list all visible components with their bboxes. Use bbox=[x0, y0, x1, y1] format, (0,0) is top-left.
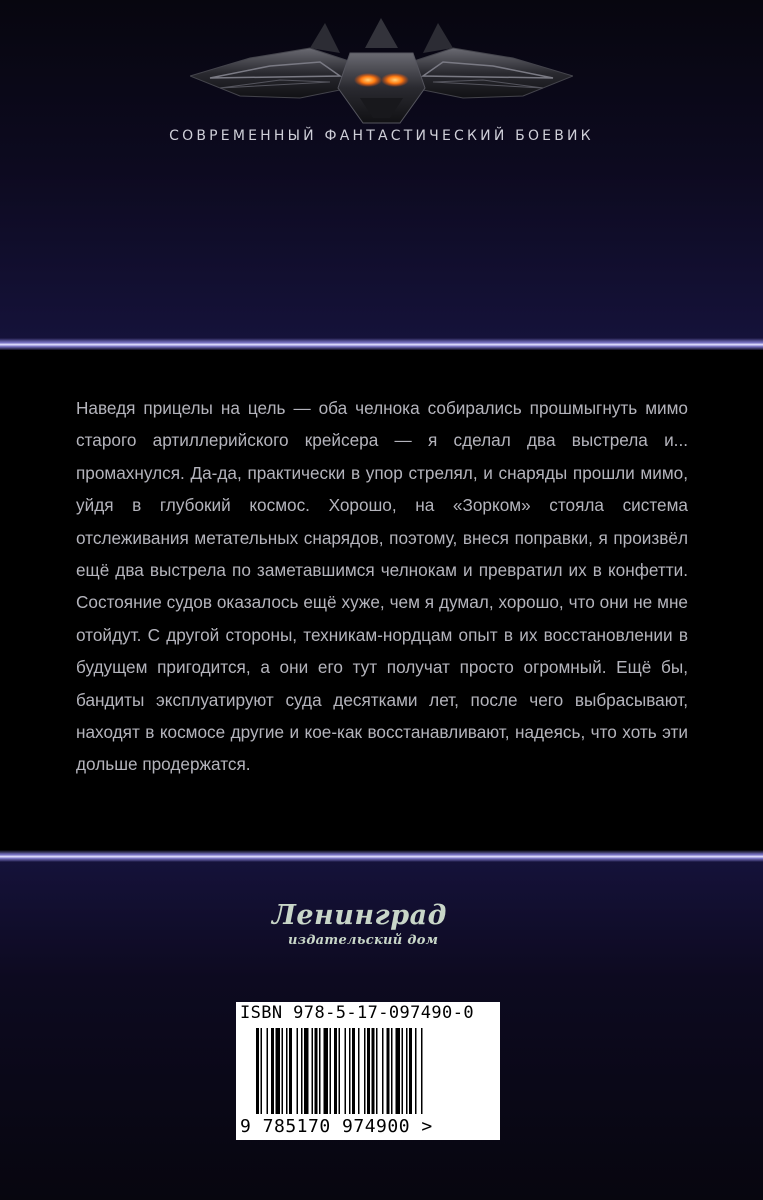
blurb-text: Наведя прицелы на цель — оба челнока собирались прошмыгнуть мимо старого артиллерийского крейсера — я сделал два выстрела и... промахнулся. Да-да, практически в упор стрелял, и снаряды прошли мимо, уйдя в глубокий космос. Хорошо, на «Зорком» стояла система отслеживания метательных снарядов, поэтому, внеся поправки, я произвёл ещё два выстрела по заметавшимся челнокам и превратил их в конфетти. Состояние судов оказалось ещё хуже, чем я думал, хорошо, что они не мне отойдут. С другой стороны, техникам-нордцам опыт в их восстановлении в будущем пригодится, а они его тут получат просто огромный. Ещё бы, бандиты эксплуатируют суда десятками лет, после чего выбрасывают, находят в космосе другие и кое-как восстанавливают, надеясь, что хоть эти дольше продержатся. bbox=[76, 398, 688, 775]
publisher-subtitle: издательский дом bbox=[288, 933, 439, 948]
isbn-label: ISBN 978-5-17-097490-0 bbox=[240, 1003, 474, 1023]
publisher-logo bbox=[272, 900, 492, 960]
winged-mecha-emblem-icon bbox=[190, 18, 573, 128]
glow-divider-top bbox=[0, 338, 763, 350]
series-title: СОВРЕМЕННЫЙ ФАНТАСТИЧЕСКИЙ БОЕВИК bbox=[169, 128, 594, 144]
barcode-panel bbox=[236, 1002, 500, 1140]
barcode-bars bbox=[236, 1026, 500, 1116]
publisher-name: Ленинград bbox=[272, 900, 447, 931]
glow-divider-bottom bbox=[0, 850, 763, 862]
ean-digits: 9 785170 974900 > bbox=[240, 1116, 433, 1137]
